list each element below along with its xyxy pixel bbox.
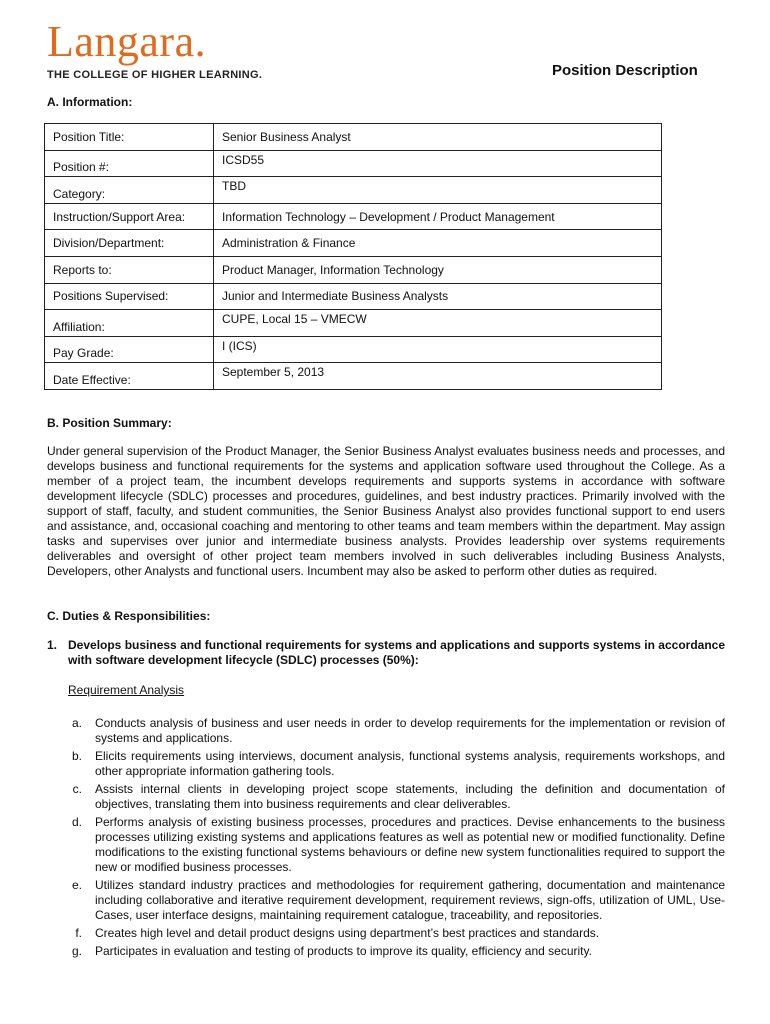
row-value: Administration & Finance <box>214 230 662 257</box>
table-row <box>45 283 662 310</box>
row-label: Category: <box>45 177 214 204</box>
duty-1 <box>47 638 725 668</box>
list-item <box>68 944 725 959</box>
list-item <box>68 926 725 941</box>
row-value: I (ICS) <box>214 336 662 363</box>
list-item <box>68 782 725 812</box>
row-value: Junior and Intermediate Business Analysts <box>214 283 662 310</box>
list-marker: e. <box>71 878 82 892</box>
list-item-text: Creates high level and detail product designs using department’s best practices and standards. <box>95 926 600 940</box>
requirement-analysis-list <box>68 716 725 962</box>
langara-logo: Langara. <box>47 17 207 66</box>
list-marker: f. <box>75 926 82 940</box>
table-row <box>45 124 662 151</box>
table-row <box>45 256 662 283</box>
list-item-text: Utilizes standard industry practices and methodologies for requirement gathering, documentation and maintenance including collaborative and iterative requirement development, requirement reviews, sign-offs, utilization of UML, Use-Cases, user interface designs, maintaining requirement catalogue, traceability, and repositories. <box>95 878 725 922</box>
list-marker: d. <box>71 815 82 829</box>
row-label: Pay Grade: <box>45 336 214 363</box>
information-table <box>44 123 662 390</box>
duty-1-text: Develops business and functional requirements for systems and applications and supports systems in accordance with software development lifecycle (SDLC) processes (50%): <box>68 638 725 667</box>
list-item <box>68 749 725 779</box>
list-item-text: Conducts analysis of business and user needs in order to develop requirements for the implementation or revision of systems and applications. <box>95 716 725 745</box>
list-marker: c. <box>72 782 82 796</box>
list-item-text: Assists internal clients in developing project scope statements, including the definition and documentation of objectives, translating them into business requirements and clear deliverables. <box>95 782 725 811</box>
list-item <box>68 716 725 746</box>
list-marker: g. <box>71 944 82 958</box>
table-row <box>45 150 662 177</box>
section-c-heading: C. Duties & Responsibilities: <box>47 609 211 623</box>
row-value: Product Manager, Information Technology <box>214 256 662 283</box>
list-marker: a. <box>71 716 82 730</box>
list-item <box>68 878 725 923</box>
row-label: Position #: <box>45 150 214 177</box>
section-a-heading: A. Information: <box>47 95 133 109</box>
list-item-text: Elicits requirements using interviews, document analysis, functional systems analysis, requirements workshops, and other appropriate information gathering tools. <box>95 749 725 778</box>
row-label: Positions Supervised: <box>45 283 214 310</box>
table-row <box>45 310 662 337</box>
duty-1-number: 1. <box>47 638 58 652</box>
logo-tagline: THE COLLEGE OF HIGHER LEARNING. <box>47 69 263 81</box>
row-label: Date Effective: <box>45 363 214 390</box>
table-row <box>45 363 662 390</box>
table-row <box>45 336 662 363</box>
row-label: Division/Department: <box>45 230 214 257</box>
list-item-text: Performs analysis of existing business processes, procedures and practices. Devise enhancements to the business processes utilizing existing systems and applications features as well as potential new or modified functionality. Define modifications to the existing functional systems behaviours or define new system functionalities required to support the new or modified business processes. <box>95 815 725 874</box>
table-row <box>45 230 662 257</box>
document-title: Position Description <box>552 62 698 79</box>
list-item <box>68 815 725 875</box>
row-value: Information Technology – Development / Product Management <box>214 203 662 230</box>
row-label: Affiliation: <box>45 310 214 337</box>
row-value: ICSD55 <box>214 150 662 177</box>
position-summary-text: Under general supervision of the Product Manager, the Senior Business Analyst evaluates business needs and processes, and develops business and functional requirements for the systems and application software used throughout the College. As a member of a project team, the incumbent develops requirements and supports systems in accordance with software development lifecycle (SDLC) processes and procedures, guidelines, and best industry practices. Primarily involved with the support of staff, faculty, and student communities, the Senior Business Analyst also provides functional support to end users and assistance, and, occasional coaching and mentoring to other teams and team members within the department. May assign tasks and supervises over junior and intermediate business analysts. Provides leadership over systems requirements deliverables and oversight of other project team members involved in such deliverables including Business Analysts, Developers, other Analysts and functional users. Incumbent may also be asked to perform other duties as required. <box>47 444 725 578</box>
row-label: Instruction/Support Area: <box>45 203 214 230</box>
table-row <box>45 203 662 230</box>
table-row <box>45 177 662 204</box>
row-value: Senior Business Analyst <box>214 124 662 151</box>
list-marker: b. <box>71 749 82 763</box>
requirement-analysis-subheading: Requirement Analysis <box>68 683 185 697</box>
section-b-heading: B. Position Summary: <box>47 416 172 430</box>
row-value: TBD <box>214 177 662 204</box>
row-label: Position Title: <box>45 124 214 151</box>
row-value: CUPE, Local 15 – VMECW <box>214 310 662 337</box>
row-label: Reports to: <box>45 256 214 283</box>
list-item-text: Participates in evaluation and testing of products to improve its quality, efficiency and security. <box>95 944 592 958</box>
row-value: September 5, 2013 <box>214 363 662 390</box>
